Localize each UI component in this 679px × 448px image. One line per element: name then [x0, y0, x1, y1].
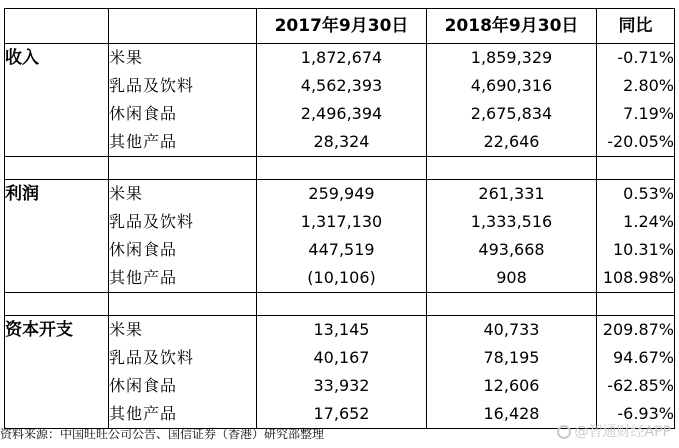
- value-2018: 1,333,516: [427, 208, 597, 236]
- yoy-change: 10.31%: [597, 236, 675, 264]
- spacer-cell: [257, 157, 427, 180]
- value-2017: 447,519: [257, 236, 427, 264]
- category-cell: [5, 372, 109, 400]
- spacer-cell: [427, 293, 597, 316]
- spacer-cell: [109, 157, 257, 180]
- section-category-label: 资本开支: [5, 316, 109, 345]
- yoy-change: 2.80%: [597, 72, 675, 100]
- table-row: [5, 236, 675, 264]
- category-cell: [5, 344, 109, 372]
- value-2017: 2,496,394: [257, 100, 427, 128]
- value-2018: 2,675,834: [427, 100, 597, 128]
- spacer-cell: [597, 293, 675, 316]
- spacer-cell: [597, 157, 675, 180]
- yoy-change: -0.71%: [597, 44, 675, 73]
- yoy-change: 0.53%: [597, 180, 675, 209]
- spacer-cell: [5, 157, 109, 180]
- yoy-change: 1.24%: [597, 208, 675, 236]
- category-cell: [5, 100, 109, 128]
- section-category-label: 收入: [5, 44, 109, 73]
- yoy-change: 94.67%: [597, 344, 675, 372]
- value-2018: 4,690,316: [427, 72, 597, 100]
- value-2017: 259,949: [257, 180, 427, 209]
- value-2018: 40,733: [427, 316, 597, 345]
- header-2018: 2018年9月30日: [427, 9, 597, 44]
- value-2017: 17,652: [257, 400, 427, 429]
- value-2017: 40,167: [257, 344, 427, 372]
- yoy-change: -20.05%: [597, 128, 675, 157]
- value-2017: 13,145: [257, 316, 427, 345]
- header-2017: 2017年9月30日: [257, 9, 427, 44]
- category-cell: [5, 72, 109, 100]
- item-name: 米果: [109, 44, 257, 73]
- header-item: [109, 9, 257, 44]
- yoy-change: 7.19%: [597, 100, 675, 128]
- value-2017: 1,317,130: [257, 208, 427, 236]
- value-2017: 28,324: [257, 128, 427, 157]
- table-row: [5, 316, 675, 345]
- value-2018: 493,668: [427, 236, 597, 264]
- value-2018: 22,646: [427, 128, 597, 157]
- table-row: [5, 208, 675, 236]
- source-note: 资料来源：中国旺旺公司公告、国信证券（香港）研究部整理: [0, 427, 325, 441]
- value-2018: 261,331: [427, 180, 597, 209]
- spacer-cell: [427, 157, 597, 180]
- value-2017: 4,562,393: [257, 72, 427, 100]
- watermark: [557, 422, 671, 442]
- value-2018: 1,859,329: [427, 44, 597, 73]
- value-2017: 1,872,674: [257, 44, 427, 73]
- header-category: [5, 9, 109, 44]
- item-name: 休闲食品: [109, 100, 257, 128]
- value-2017: 33,932: [257, 372, 427, 400]
- watermark-text: @智通财经APP: [574, 424, 671, 440]
- spacer-cell: [109, 293, 257, 316]
- yoy-change: 209.87%: [597, 316, 675, 345]
- category-cell: [5, 236, 109, 264]
- item-name: 米果: [109, 316, 257, 345]
- section-spacer-row: [5, 157, 675, 180]
- item-name: 乳品及饮料: [109, 208, 257, 236]
- category-cell: [5, 208, 109, 236]
- table-row: [5, 344, 675, 372]
- item-name: 其他产品: [109, 128, 257, 157]
- financial-table: [4, 8, 675, 429]
- yoy-change: 108.98%: [597, 264, 675, 293]
- item-name: 其他产品: [109, 264, 257, 293]
- value-2017: (10,106): [257, 264, 427, 293]
- category-cell: [5, 264, 109, 293]
- category-cell: [5, 128, 109, 157]
- spacer-cell: [257, 293, 427, 316]
- spacer-cell: [5, 293, 109, 316]
- item-name: 其他产品: [109, 400, 257, 429]
- table-row: [5, 372, 675, 400]
- item-name: 休闲食品: [109, 236, 257, 264]
- item-name: 乳品及饮料: [109, 72, 257, 100]
- table-row: [5, 44, 675, 73]
- table-row: [5, 264, 675, 293]
- item-name: 米果: [109, 180, 257, 209]
- value-2018: 12,606: [427, 372, 597, 400]
- table-row: [5, 100, 675, 128]
- table-row: [5, 128, 675, 157]
- table-row: [5, 72, 675, 100]
- item-name: 乳品及饮料: [109, 344, 257, 372]
- value-2018: 16,428: [427, 400, 597, 429]
- zhitong-logo-icon: [557, 425, 571, 439]
- section-category-label: 利润: [5, 180, 109, 209]
- category-cell: [5, 400, 109, 429]
- yoy-change: -62.85%: [597, 372, 675, 400]
- section-spacer-row: [5, 293, 675, 316]
- header-yoy: 同比: [597, 9, 675, 44]
- value-2018: 78,195: [427, 344, 597, 372]
- item-name: 休闲食品: [109, 372, 257, 400]
- financial-table-container: [4, 8, 674, 429]
- yoy-change: -6.93%: [597, 400, 675, 429]
- table-row: [5, 180, 675, 209]
- value-2018: 908: [427, 264, 597, 293]
- table-header-row: [5, 9, 675, 44]
